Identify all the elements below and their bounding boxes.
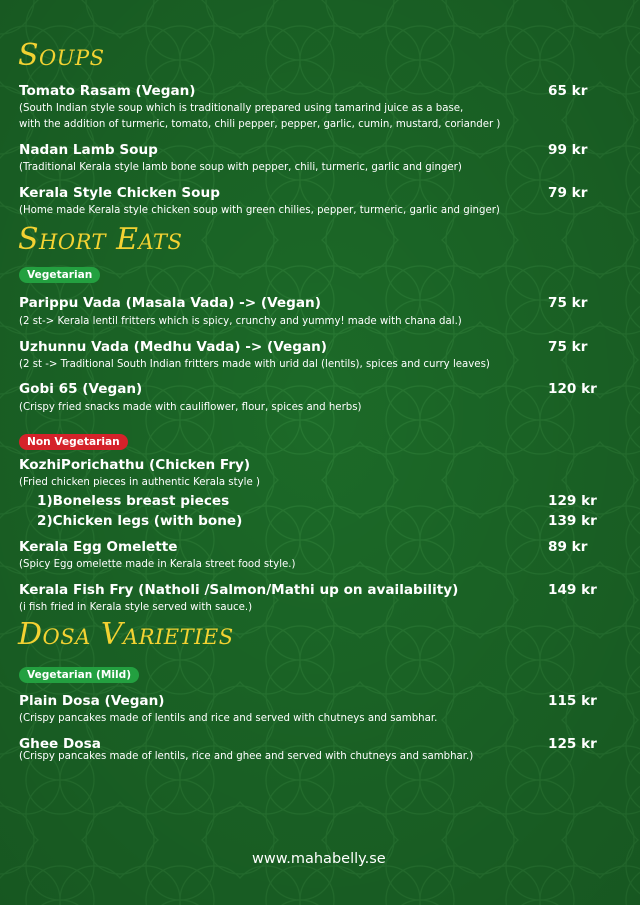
item-price-parippu-vada: 75 kr [548,295,588,311]
item-name-ghee-dosa: Ghee Dosa [19,736,101,752]
item-desc-nadan-lamb: (Traditional Kerala style lamb bone soup with pepper, chili, turmeric, garlic and ginger) [19,162,462,173]
item-name-uzhunnu-vada: Uzhunnu Vada (Medhu Vada) -> (Vegan) [19,339,328,355]
item-desc-uzhunnu-vada: (2 st -> Traditional South Indian fritters made with urid dal (lentils), spices and curry leaves) [19,359,490,370]
item-price-plain-dosa: 115 kr [548,693,597,709]
badge-non-vegetarian: Non Vegetarian [19,434,128,450]
item-desc-chicken-fry: (Fried chicken pieces in authentic Kerala style ) [19,477,260,488]
item-subprice-boneless: 129 kr [548,493,597,509]
item-subprice-chicken-legs: 139 kr [548,513,597,529]
item-price-ghee-dosa: 125 kr [548,736,597,752]
item-desc-tomato-rasam-line1: (South Indian style soup which is traditionally prepared using tamarind juice as a base, [19,103,464,114]
item-desc-ghee-dosa: (Crispy pancakes made of lentils, rice and ghee and served with chutneys and sambhar.) [19,751,474,762]
item-name-parippu-vada: Parippu Vada (Masala Vada) -> (Vegan) [19,295,321,311]
item-price-uzhunnu-vada: 75 kr [548,339,588,355]
item-price-gobi-65: 120 kr [548,381,597,397]
badge-vegetarian-mild: Vegetarian (Mild) [19,667,139,683]
badge-vegetarian: Vegetarian [19,267,100,283]
section-heading-short-eats: Short Eats [18,222,183,257]
item-subname-boneless: 1)Boneless breast pieces [37,493,230,509]
item-name-chicken-soup: Kerala Style Chicken Soup [19,185,220,201]
item-name-nadan-lamb: Nadan Lamb Soup [19,142,158,158]
item-price-fish-fry: 149 kr [548,582,597,598]
item-name-egg-omelette: Kerala Egg Omelette [19,539,178,555]
item-name-gobi-65: Gobi 65 (Vegan) [19,381,143,397]
item-desc-fish-fry: (i fish fried in Kerala style served with sauce.) [19,602,253,613]
section-heading-dosa: Dosa Varieties [18,617,234,652]
item-desc-chicken-soup: (Home made Kerala style chicken soup with green chilies, pepper, turmeric, garlic and ginger) [19,205,500,216]
footer-website-link[interactable]: www.mahabelly.se [252,851,386,867]
section-heading-soups: Soups [18,38,105,73]
item-price-egg-omelette: 89 kr [548,539,588,555]
item-price-tomato-rasam: 65 kr [548,83,588,99]
item-desc-gobi-65: (Crispy fried snacks made with cauliflower, flour, spices and herbs) [19,402,362,413]
item-subname-chicken-legs: 2)Chicken legs (with bone) [37,513,243,529]
item-desc-plain-dosa: (Crispy pancakes made of lentils and rice and served with chutneys and sambhar. [19,713,438,724]
item-name-chicken-fry: KozhiPorichathu (Chicken Fry) [19,457,251,473]
item-name-tomato-rasam: Tomato Rasam (Vegan) [19,83,196,99]
item-desc-tomato-rasam-line2: with the addition of turmeric, tomato, chili pepper, pepper, garlic, cumin, mustard, coriander ) [19,119,501,130]
item-name-fish-fry: Kerala Fish Fry (Natholi /Salmon/Mathi up on availability) [19,582,459,598]
item-desc-egg-omelette: (Spicy Egg omelette made in Kerala street food style.) [19,559,296,570]
item-desc-parippu-vada: (2 st-> Kerala lentil fritters which is spicy, crunchy and yummy! made with chana dal.) [19,316,462,327]
item-name-plain-dosa: Plain Dosa (Vegan) [19,693,165,709]
item-price-chicken-soup: 79 kr [548,185,588,201]
item-price-nadan-lamb: 99 kr [548,142,588,158]
